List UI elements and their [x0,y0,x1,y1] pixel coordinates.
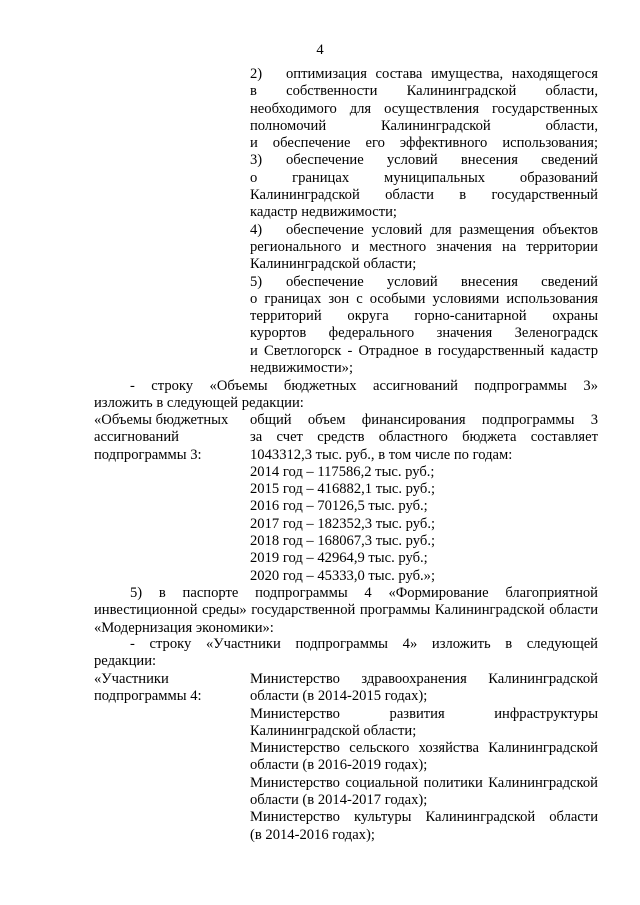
table-value-line: 2015 год – 416882,1 тыс. руб.; [250,481,436,498]
table-label-line: «Участники [94,671,169,687]
list-item-text: о границах муниципальных образований [250,169,598,186]
table-value-line: (в 2014-2016 годах); [250,826,375,843]
list-item-number: 2) [250,66,263,82]
list-item-text: и обеспечение его эффективного использования; [250,135,598,152]
budget-table-label [94,412,244,464]
budget-table [0,412,640,587]
paragraph-line: - строку «Участники подпрограммы 4» изложить в следующей [130,636,598,652]
table-value-line: области (в 2014-2015 годах); [250,688,428,705]
list-item-text: регионального и местного значения на территории [250,238,598,255]
list-item-text: Калининградской области в государственный [250,187,598,204]
list-item-text: и Светлогорск - Отрадное в государственный кадастр [250,342,598,359]
paragraph-line: изложить в следующей редакции: [94,395,304,412]
list-item [250,222,598,274]
table-value-line: области (в 2014-2017 годах); [250,792,428,809]
list-item-text: оптимизация состава имущества, находящегося [286,66,598,82]
list-item [250,274,598,378]
paragraph-budget-row [94,378,598,413]
participants-table-label [94,671,244,706]
table-value-line: Министерство социальной политики Калининградской [250,774,598,791]
paragraph-line: инвестиционной среды» государственной программы Калининградской области [94,602,598,619]
table-label-line: ассигнований [94,429,179,446]
table-value-line: 2019 год – 42964,9 тыс. руб.; [250,550,428,567]
list-item-text: в собственности Калининградской области, [250,83,598,100]
participants-table [0,671,640,881]
list-item-text: о границах зон с особыми условиями использования [250,290,598,307]
table-value-line: области (в 2016-2019 годах); [250,757,428,774]
table-value-line: общий объем финансирования подпрограммы 3 [250,412,598,428]
table-value-line: 2014 год – 117586,2 тыс. руб.; [250,463,435,480]
table-value-line: 1043312,3 тыс. руб., в том числе по годам: [250,446,513,463]
list-item-text: территорий округа горно-санитарной охраны [250,308,598,325]
table-label-line: подпрограммы 4: [94,688,202,705]
paragraph-passport [94,585,598,637]
paragraph-participants-row [94,636,598,671]
paragraph-line: - строку «Объемы бюджетных ассигнований подпрограммы 3» [130,378,598,394]
list-item-text: Калининградской области; [250,256,417,273]
table-label-line: подпрограммы 3: [94,446,202,463]
table-value-line: Министерство здравоохранения Калининградской [250,671,598,687]
paragraph-line: 5) в паспорте подпрограммы 4 «Формирование благоприятной [130,585,598,601]
table-label-line: «Объемы бюджетных [94,412,229,428]
list-item-text: необходимого для осуществления государственных [250,100,598,117]
table-value-line: Министерство культуры Калининградской области [250,809,598,826]
list-item [250,66,598,152]
list-item-text: недвижимости»; [250,360,354,377]
participants-table-values [250,671,598,844]
list-item-text: полномочий Калининградской области, [250,117,598,134]
paragraph-line: «Модернизация экономики»: [94,619,274,636]
table-value-line: Министерство развития инфраструктуры [250,705,598,722]
list-item-text: обеспечение условий внесения сведений [286,273,598,290]
table-value-line: Министерство сельского хозяйства Калининградской [250,740,598,757]
paragraph-line: редакции: [94,653,157,670]
list-item-number: 3) [250,152,263,169]
list-item-text: обеспечение условий внесения сведений [286,152,598,169]
list-item-number: 5) [250,273,263,290]
list-item-number: 4) [250,221,263,238]
table-value-line: 2016 год – 70126,5 тыс. руб.; [250,498,428,515]
table-value-line: 2017 год – 182352,3 тыс. руб.; [250,515,436,532]
list-item-text: обеспечение условий для размещения объектов [286,221,598,238]
list-item [250,152,598,221]
budget-table-values [250,412,598,585]
table-value-line: 2020 год – 45333,0 тыс. руб.»; [250,567,436,584]
numbered-list [250,66,598,377]
page-number: 4 [316,42,324,58]
list-item-text: курортов федерального значения Зеленоградск [250,325,598,342]
table-value-line: Калининградской области; [250,722,417,739]
list-item-text: кадастр недвижимости; [250,204,397,221]
table-value-line: за счет средств областного бюджета составляет [250,429,598,446]
table-value-line: 2018 год – 168067,3 тыс. руб.; [250,533,436,550]
